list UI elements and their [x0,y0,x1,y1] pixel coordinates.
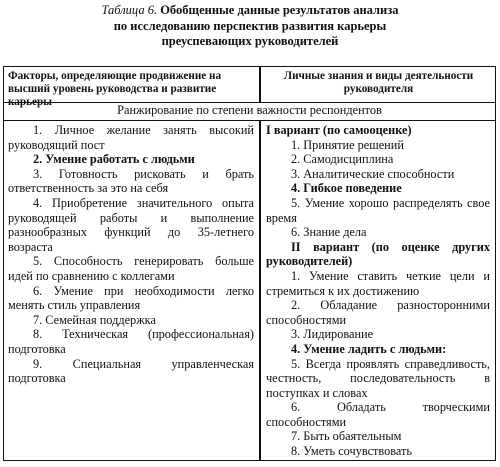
table-caption [0,3,500,50]
knowledge-item: 4. Гибкое поведение [291,181,402,196]
knowledge-item: 8. Уметь сочувствовать [291,444,413,459]
caption-label: Таблица 6. [101,3,158,17]
knowledge-item: 7. Быть обаятельным [291,429,402,444]
knowledge-item: 5. Всегда проявлять справедливость, честность, последовательность в поступках и словах [266,356,490,400]
knowledge-item: 6. Обладать творческими способностями [266,400,490,429]
knowledge-item: 3. Лидирование [291,327,374,342]
knowledge-item: 6. Знание дела [291,225,367,240]
personal-knowledge-column [266,123,490,459]
factor-item: 3. Готовность рисковать и брать ответственность за это на себя [8,166,254,196]
caption-title-1: Обобщенные данные результатов анализа [160,3,399,17]
factor-item: 9. Специальная управленческая подготовка [8,356,254,386]
ranking-row: Ранжирование по степени важности респондентов [4,102,495,121]
factor-item: 7. Семейная поддержка [33,312,156,327]
factor-item: 2. Умение работать с людьми [33,152,195,167]
knowledge-item: 2. Обладание разносторонними способностями [266,298,490,327]
knowledge-item: 4. Умение ладить с людьми: [291,341,447,356]
factor-item: 8. Техническая (профессиональная) подготовка [8,327,254,356]
factors-column [8,123,254,386]
factor-item: 5. Способность генерировать больше идей по сравнению с коллегами [8,254,254,283]
factor-item: 4. Приобретение значительного опыта руководящей работы и выполнение разнообразных функций до 35-летнего возраста [8,195,254,254]
column-divider-header [259,67,261,102]
caption-line-3: преуспевающих руководителей [161,34,339,48]
knowledge-item: 1. Принятие решений [291,137,404,152]
results-table [3,66,496,461]
variant-heading: I вариант (по самооценке) [266,123,412,137]
header-personal-knowledge: Личные знания и виды деятельности руководителя [283,70,474,95]
factor-item: 1. Личное желание занять высокий руководящий пост [8,123,254,152]
knowledge-item: 1. Умение ставить четкие цели и стремиться к их достижению [266,268,490,298]
factor-item: 6. Умение при необходимости легко менять стиль управления [8,283,254,313]
variant-heading: II вариант (по оценке других руководителей) [266,239,490,269]
knowledge-item: 3. Аналитические способности [291,166,455,181]
header-factors: Факторы, определяющие продвижение на высший уровень руководства и развитие карьеры [8,70,222,108]
knowledge-item: 2. Самодисциплина [291,152,394,167]
column-divider-body [259,120,261,460]
table-header [4,67,495,108]
caption-line-2: по исследованию перспектив развития карьеры [113,18,387,33]
knowledge-item: 5. Умение хорошо распределять свое время [266,195,490,225]
caption-line-1 [0,3,500,19]
